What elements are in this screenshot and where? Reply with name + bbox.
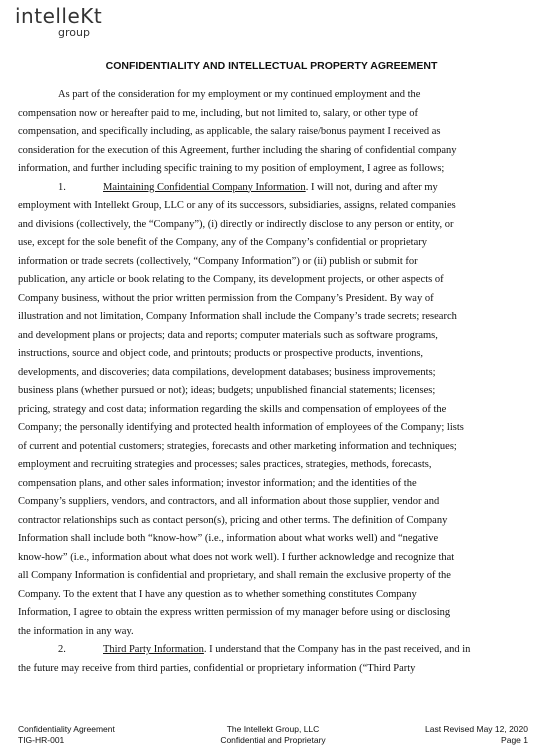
text-line: illustration and not limitation, Company Information shall include the Company’s trade secrets; research [18, 311, 457, 322]
text-line: publication, any article or book relating to the Company, its development projects, or other aspects of [18, 274, 444, 285]
text-line: use, except for the sole benefit of the Company, any of the Company’s confidential or proprietary [18, 237, 427, 248]
logo-name: intelleKt [15, 4, 103, 28]
section-number: 2. [58, 644, 66, 655]
intro-paragraph [18, 86, 528, 179]
footer-page-number: Page 1 [501, 735, 528, 745]
text-line: know-how” (i.e., information about what does not work well). I further acknowledge and recognize that [18, 551, 455, 563]
section-2-first-line [18, 641, 528, 660]
section-heading: Maintaining Confidential Company Information [103, 181, 306, 193]
text-line: Company business, without the prior written permission from the Company’s President. By way of [18, 292, 434, 304]
text-line: Company. To the extent that I have any question as to whether something constitutes Company [18, 588, 417, 600]
text-line: As part of the consideration for my employment or my continued employment and the [58, 89, 421, 100]
section-2 [18, 641, 528, 678]
company-logo [15, 5, 102, 38]
section-1 [18, 179, 528, 642]
text-line: the information in any way. [18, 625, 134, 637]
text-line: of current and potential customers; strategies, forecasts and other marketing information and techniques; [18, 440, 457, 452]
text-line: compensation now or hereafter paid to me, including, but not limited to, salary, or other type of [18, 107, 418, 119]
text-line: all Company Information is confidential and proprietary, and shall remain the exclusive property of the [18, 570, 451, 581]
footer-doc-id: TIG-HR-001 [18, 735, 65, 745]
text-line: compensation plans, and other sales information; investor information; and the identities of the [18, 477, 417, 489]
text-line: Information shall include both “know-how” (i.e., information about what works well) and “negative [18, 533, 439, 544]
document-body [18, 86, 528, 678]
text-line: the future may receive from third parties, confidential or proprietary information (“Third Party [18, 662, 416, 674]
text-line: developments, and discoveries; data compilations, development databases; business improvements; [18, 366, 436, 378]
text-line: pricing, strategy and cost data; information regarding the skills and compensation of employees of the [18, 403, 447, 415]
text-line: and divisions (collectively, the “Company”), (i) directly or indirectly disclose to any person or entity, or [18, 218, 454, 230]
footer-revised: Last Revised May 12, 2020 [424, 724, 528, 734]
text-line: employment with Intellekt Group, LLC or any of its successors, subsidiaries, assigns, related companies [18, 200, 456, 211]
section-heading: Third Party Information [103, 644, 204, 655]
text-line: employment and recruiting strategies and processes; sales practices, strategies, methods, forecasts, [18, 459, 432, 470]
section-1-first-line [18, 179, 528, 198]
footer-right [425, 724, 528, 746]
text-line: compensation, and specifically including, as applicable, the salary raise/bonus payment I received as [18, 126, 441, 137]
text-line: Company’s suppliers, vendors, and contractors, and all information about those supplier, vendor and [18, 496, 440, 507]
logo-sub: group [58, 26, 90, 39]
text-line: business plans (whether pursued or not); ideas; budgets; unpublished financial statements; licenses; [18, 385, 436, 396]
text-line: contractor relationships such as contact person(s), pricing and other terms. The definition of Company [18, 514, 448, 526]
section-2-first-line-text: . I understand that the Company has in the past received, and in [203, 644, 471, 655]
section-1-first-line-text: . I will not, during and after my [305, 181, 438, 193]
footer-company: The Intellekt Group, LLC [226, 724, 320, 734]
footer-classification: Confidential and Proprietary [220, 735, 326, 745]
text-line: and development plans or projects; data and reports; computer materials such as software programs, [18, 329, 438, 341]
text-line: Information, I agree to obtain the express written permission of my manager before using or disclosing [18, 607, 451, 618]
text-line: consideration for the execution of this Agreement, further including the sharing of confidential company [18, 144, 457, 156]
text-line: instructions, source and object code, and printouts; products or prospective products, inventions, [18, 348, 424, 359]
footer-doc-name: Confidentiality Agreement [18, 724, 115, 734]
text-line: information, and further including specific training to my position of employment, I agree as follows; [18, 163, 445, 174]
text-line: information or trade secrets (collectively, “Company Information”) or (ii) publish or submit for [18, 255, 418, 267]
document-title: CONFIDENTIALITY AND INTELLECTUAL PROPERTY AGREEMENT [105, 60, 438, 72]
text-line: Company; the personally identifying and protected health information of employees of the Company; lists [18, 422, 464, 433]
section-number: 1. [58, 181, 66, 193]
